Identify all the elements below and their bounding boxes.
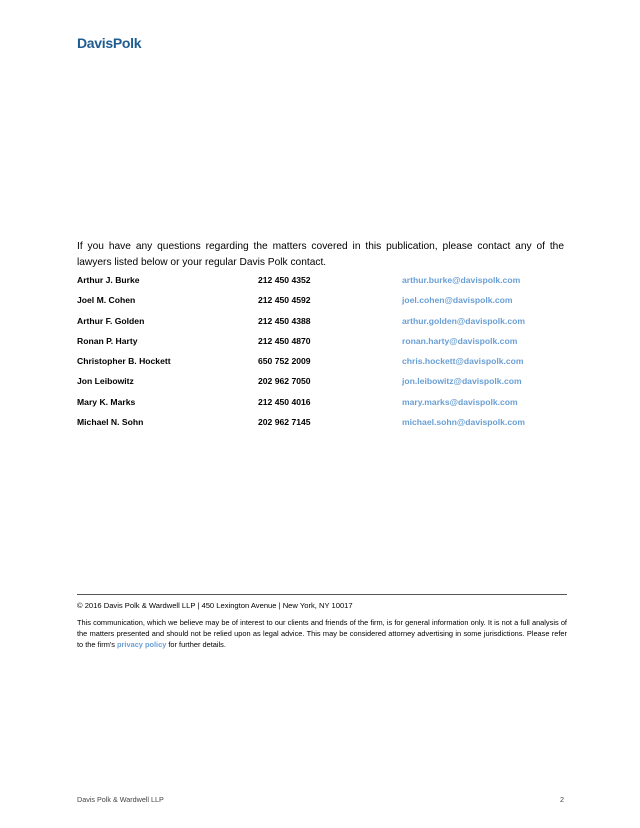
contact-phone: 212 450 4388 bbox=[258, 315, 311, 326]
contact-name: Arthur J. Burke bbox=[77, 275, 140, 285]
contact-row bbox=[77, 295, 564, 315]
contact-row bbox=[77, 376, 564, 396]
contact-name: Mary K. Marks bbox=[77, 396, 136, 407]
contact-phone: 202 962 7145 bbox=[258, 417, 311, 428]
contact-email-link[interactable]: michael.sohn@davispolk.com bbox=[402, 417, 525, 428]
disclaimer-text: This communication, which we believe may be of interest to our clients and friends of the firm, is for general information only. It is not a full analysis of the matters presented and should not be relied upon as legal advice. This may be considered attorney advertising in some jurisdictions. Please refer to the firm's bbox=[77, 618, 567, 649]
intro-paragraph: If you have any questions regarding the matters covered in this publication, please contact any of the lawyers listed below or your regular Davis Polk contact. bbox=[77, 241, 564, 268]
disclaimer bbox=[77, 617, 567, 650]
contact-email-link[interactable]: ronan.harty@davispolk.com bbox=[402, 335, 518, 346]
contact-email-link[interactable]: chris.hockett@davispolk.com bbox=[402, 356, 524, 367]
contact-name: Michael N. Sohn bbox=[77, 417, 144, 428]
page-number: 2 bbox=[560, 795, 564, 804]
contact-name: Jon Leibowitz bbox=[77, 376, 134, 387]
contact-row bbox=[77, 336, 564, 356]
contact-row bbox=[77, 356, 564, 376]
contact-row bbox=[77, 275, 564, 295]
contact-phone: 212 450 4592 bbox=[258, 295, 311, 306]
contact-phone: 212 450 4870 bbox=[258, 335, 311, 346]
contact-row bbox=[77, 417, 564, 437]
contact-name: Joel M. Cohen bbox=[77, 295, 136, 306]
contact-name: Christopher B. Hockett bbox=[77, 356, 171, 367]
contact-phone: 212 450 4352 bbox=[258, 275, 311, 285]
disclaimer-text-end: for further details. bbox=[166, 640, 226, 649]
contact-email-link[interactable]: arthur.golden@davispolk.com bbox=[402, 315, 525, 326]
contact-email-link[interactable]: joel.cohen@davispolk.com bbox=[402, 295, 513, 306]
contact-list bbox=[77, 275, 564, 437]
contact-phone: 202 962 7050 bbox=[258, 376, 311, 387]
footer-firm-name: Davis Polk & Wardwell LLP bbox=[77, 795, 164, 804]
contact-email-link[interactable]: arthur.burke@davispolk.com bbox=[402, 275, 521, 285]
firm-logo: DavisPolk bbox=[77, 35, 142, 51]
copyright-line: © 2016 Davis Polk & Wardwell LLP | 450 Lexington Avenue | New York, NY 10017 bbox=[77, 601, 353, 610]
contact-name: Arthur F. Golden bbox=[77, 315, 145, 326]
contact-row bbox=[77, 316, 564, 336]
contact-name: Ronan P. Harty bbox=[77, 335, 138, 346]
contact-phone: 212 450 4016 bbox=[258, 396, 311, 407]
contact-phone: 650 752 2009 bbox=[258, 356, 311, 367]
divider bbox=[77, 594, 567, 595]
privacy-policy-link[interactable]: privacy policy bbox=[117, 640, 167, 649]
contact-email-link[interactable]: mary.marks@davispolk.com bbox=[402, 396, 518, 407]
contact-row bbox=[77, 397, 564, 417]
contact-email-link[interactable]: jon.leibowitz@davispolk.com bbox=[402, 376, 522, 387]
